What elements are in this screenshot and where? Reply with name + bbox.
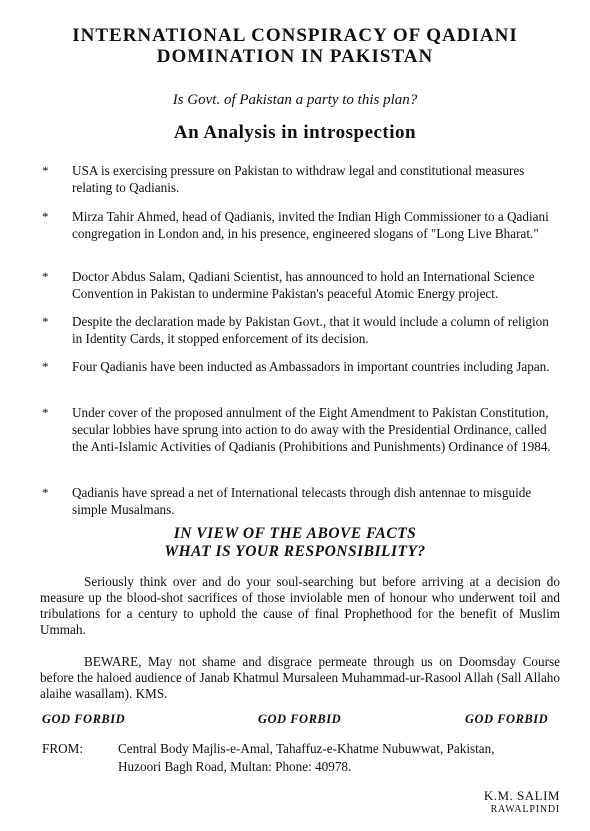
title-line-2: DOMINATION IN PAKISTAN [156,46,434,67]
bullet-text: Four Qadianis have been inducted as Ambassadors in important countries including Japan. [72,359,550,374]
asterisk-icon: * [42,359,49,374]
bullet-text: USA is exercising pressure on Pakistan to withdraw legal and constitutional measures relating to Qadianis. [72,163,525,195]
asterisk-icon: * [42,209,49,224]
bullet-text: Mirza Tahir Ahmed, head of Qadianis, invited the Indian High Commissioner to a Qadiani congregation in London and, in his presence, engineered slogans of "Long Live Bharat." [72,209,549,241]
asterisk-icon: * [42,314,49,329]
god-forbid-center: GOD FORBID [258,712,342,726]
bullet-text: Under cover of the proposed annulment of the Eight Amendment to Pakistan Constitution, secular lobbies have sprung into action to do away with the Presidential Ordinance, called the Anti-Islamic Activities of Qadianis (Prohibitions and Punishments) Ordinance of 1984. [72,405,551,454]
asterisk-icon: * [42,269,49,284]
asterisk-icon: * [42,485,49,500]
from-label: FROM: [42,741,84,756]
paragraph-1: Seriously think over and do your soul-searching but before arriving at a decision do measure up the blood-shot sacrifices of those inviolable men of honour who underwent toil and tribulations for a century to uphold the cause of final Prophethood for the benefit of Muslim Ummah. [40,574,560,637]
bullet-text: Qadianis have spread a net of International telecasts through dish antennae to misguide simple Musalmans. [72,485,532,517]
signature-place: RAWALPINDI [490,804,560,815]
signature-name: K.M. SALIM [483,788,560,803]
god-forbid-right: GOD FORBID [465,712,549,726]
asterisk-icon: * [42,405,49,420]
title-line-1: INTERNATIONAL CONSPIRACY OF QADIANI [72,25,518,46]
callout-line-1: IN VIEW OF THE ABOVE FACTS [173,525,417,542]
asterisk-icon: * [42,163,49,178]
god-forbid-left: GOD FORBID [42,712,126,726]
paragraph-2: BEWARE, May not shame and disgrace permeate through us on Doomsday Course before the haloed audience of Janab Khatmul Mursaleen Muhammad-ur-Rasool Allah (Sall Allaho alaihe wasallam). KMS. [40,654,560,701]
subtitle: Is Govt. of Pakistan a party to this plan? [172,92,418,108]
section-heading: An Analysis in introspection [173,122,417,143]
from-address-line-1: Central Body Majlis-e-Amal, Tahaffuz-e-Khatme Nubuwwat, Pakistan, [118,741,495,756]
bullet-text: Doctor Abdus Salam, Qadiani Scientist, has announced to hold an International Science Convention in Pakistan to undermine Pakistan's peaceful Atomic Energy project. [72,269,535,301]
bullet-text: Despite the declaration made by Pakistan Govt., that it would include a column of religion in Identity Cards, it stopped enforcement of its decision. [72,314,549,346]
callout-line-2: WHAT IS YOUR RESPONSIBILITY? [164,543,426,560]
from-address-line-2: Huzoori Bagh Road, Multan: Phone: 40978. [118,759,352,774]
